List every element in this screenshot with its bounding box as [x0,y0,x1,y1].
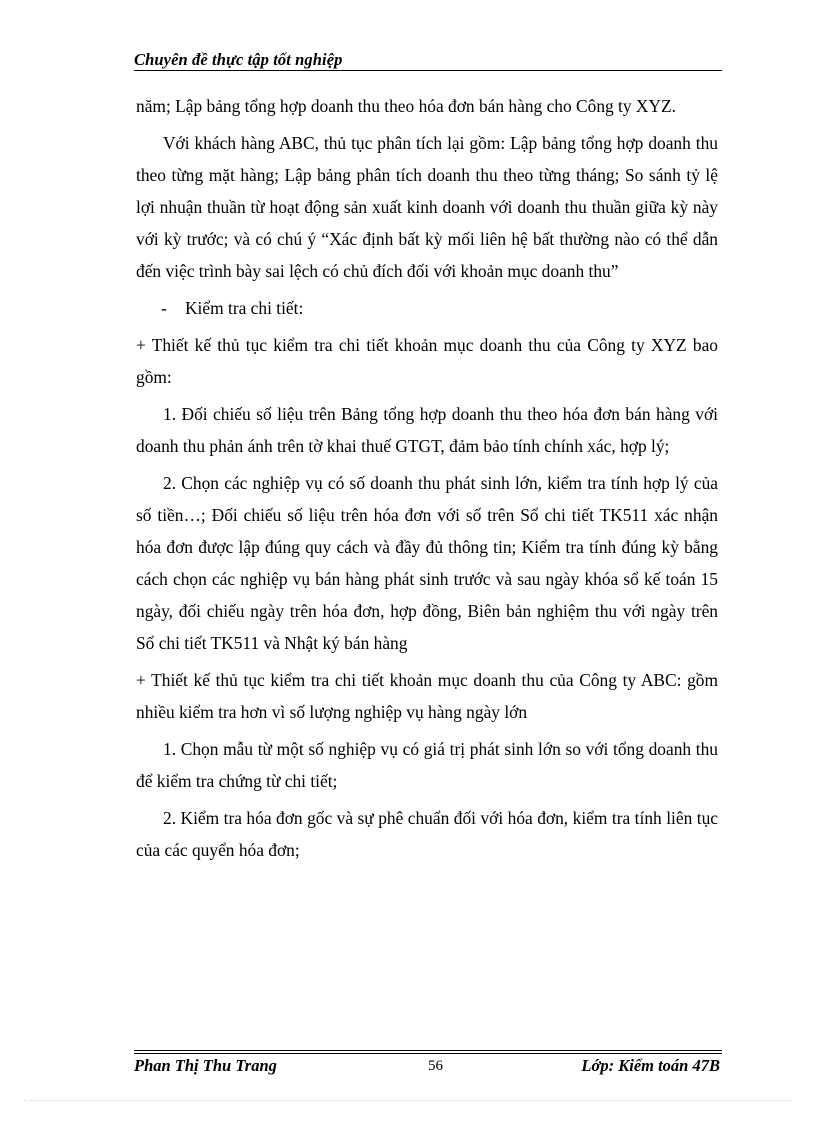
footer-class-label: Lớp: Kiểm toán 47B [581,1056,720,1075]
paragraph: + Thiết kế thủ tục kiểm tra chi tiết khoản mục doanh thu của Công ty XYZ bao gồm: [136,335,718,387]
list-item: 2. Kiểm tra hóa đơn gốc và sự phê chuẩn đối với hóa đơn, kiểm tra tính liên tục của các quyển hóa đơn; [136,808,718,860]
document-body [136,90,718,866]
list-marker: - [161,298,167,318]
header-rule [134,70,722,71]
paragraph: năm; Lập bảng tổng hợp doanh thu theo hóa đơn bán hàng cho Công ty XYZ. [136,96,677,116]
list-item: 2. Chọn các nghiệp vụ có số doanh thu phát sinh lớn, kiểm tra tính hợp lý của số tiền…; Đối chiếu số liệu trên hóa đơn với số trên Sổ chi tiết TK511 xác nhận hóa đơn được lập đúng quy cách và đầy đủ thông tin; Kiểm tra tính đúng kỳ bằng cách chọn các nghiệp vụ bán hàng phát sinh trước và sau ngày khóa sổ kế toán 15 ngày, đối chiếu ngày trên hóa đơn, hợp đồng, Biên bản nghiệm thu với ngày trên Sổ chi tiết TK511 và Nhật ký bán hàng [136,473,718,653]
footer-author: Phan Thị Thu Trang [134,1056,277,1075]
list-item: 1. Chọn mẫu từ một số nghiệp vụ có giá trị phát sinh lớn so với tổng doanh thu để kiểm tra chứng từ chi tiết; [136,739,718,791]
header-title: Chuyên đề thực tập tốt nghiệp [134,50,343,69]
page-number: 56 [428,1058,443,1074]
list-item [136,292,718,324]
footer-rule-thin [134,1050,722,1051]
paragraph: + Thiết kế thủ tục kiểm tra chi tiết khoản mục doanh thu của Công ty ABC: gồm nhiều kiểm tra hơn vì số lượng nghiệp vụ hàng ngày lớn [136,670,718,722]
paragraph: Với khách hàng ABC, thủ tục phân tích lại gồm: Lập bảng tổng hợp doanh thu theo từng mặt hàng; Lập bảng phân tích doanh thu theo từng tháng; So sánh tỷ lệ lợi nhuận thuần từ hoạt động sản xuất kinh doanh với doanh thu thuần giữa kỳ này với kỳ trước; và có chú ý “Xác định bất kỳ mối liên hệ bất thường nào có thể dẫn đến việc trình bày sai lệch có chủ đích đối với khoản mục doanh thu” [136,133,718,281]
list-item: 1. Đối chiếu số liệu trên Bảng tổng hợp doanh thu theo hóa đơn bán hàng với doanh thu phản ánh trên tờ khai thuế GTGT, đảm bảo tính chính xác, hợp lý; [136,404,718,456]
list-item-text: Kiểm tra chi tiết: [185,298,304,318]
footer-rule-thick [134,1053,722,1054]
page-edge-divider [24,1100,792,1101]
